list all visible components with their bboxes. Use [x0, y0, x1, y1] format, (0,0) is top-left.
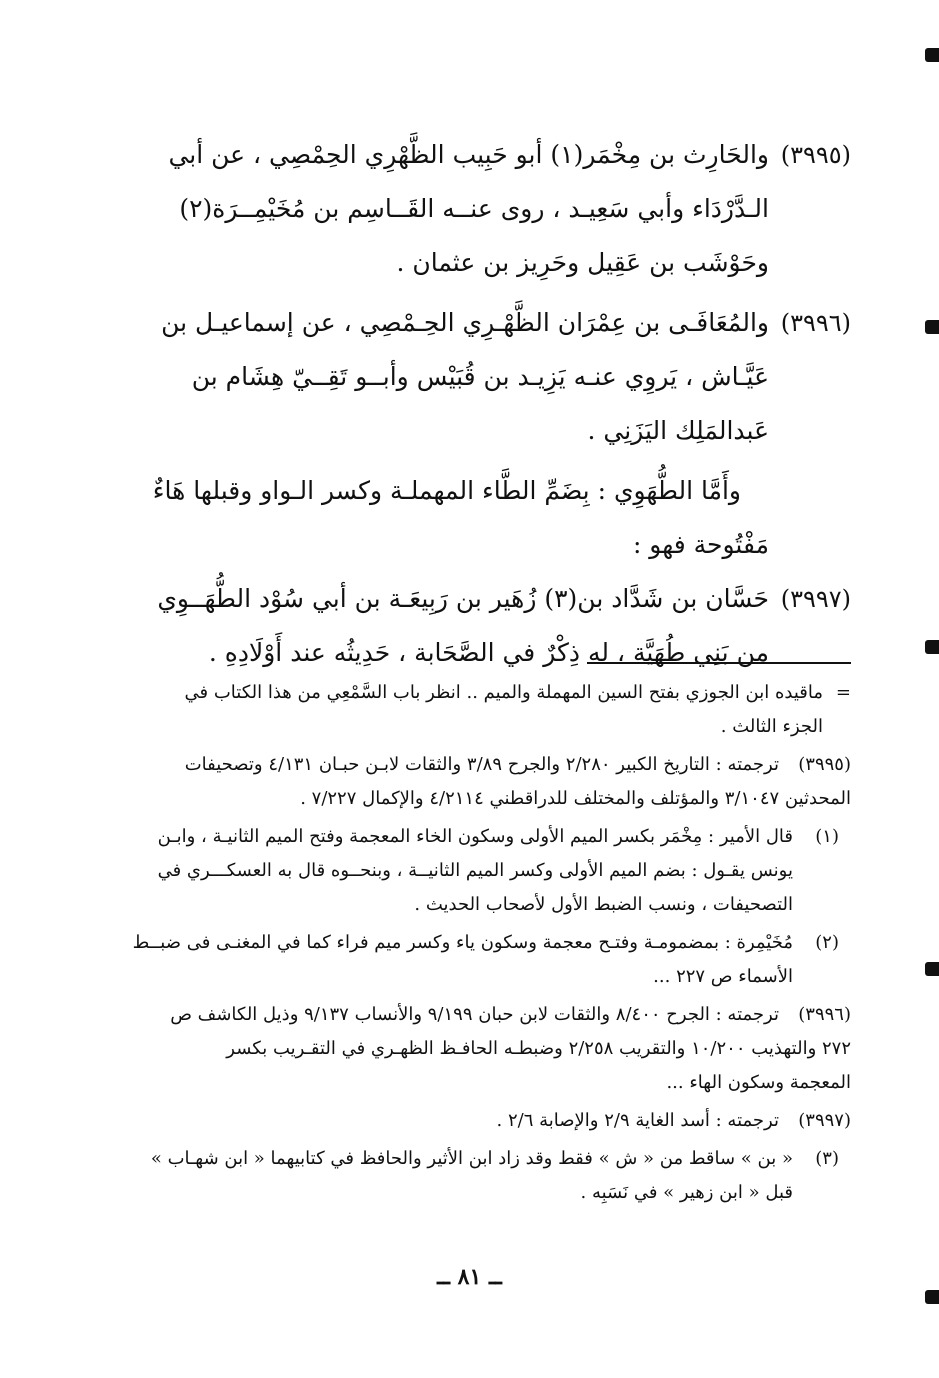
entry-line: عَبدالمَلِك اليَزَنِي . — [587, 416, 769, 445]
footnote-marker: (٣٩٩٦) — [798, 1004, 851, 1025]
footnote-marker: (٣٩٩٥) — [798, 754, 851, 775]
margin-mark-bottom — [925, 1290, 939, 1304]
entry-line: والمُعَافَـى بن عِمْرَان الظَّهْـرِي الحِـمْصِي ، عن إسماعيـل بن — [161, 308, 769, 337]
nisba-note — [152, 464, 851, 572]
footnote-line: ٢٧٢ والتهذيب ١٠/٢٠٠ والتقريب ٢/٢٥٨ وضبطـه الحافـظ الظهـري في التقـريب بكسر — [226, 1038, 851, 1059]
footnote-2 — [106, 926, 851, 994]
footnote-line: قال الأمير : مِخْمَر بكسر الميم الأولى وسكون الخاء المعجمة وفتح الميم الثانيـة ، وابـن — [157, 826, 793, 847]
footnote-marker: = — [835, 682, 851, 703]
note-line: مَفْتُوحة فهو : — [632, 530, 769, 559]
footnote-3996 — [106, 998, 851, 1100]
note-line: وأَمَّا الطُّهَوِي : بِضَمِّ الطَّاء المهملـة وكسر الـواو وقبلها هَاءٌ — [152, 476, 741, 505]
footnote-continuation — [106, 676, 851, 744]
entry-line: الـدَّرْدَاء وأبي سَعِيـد ، روى عنــه القَــاسِم بن مُخَيْمِــرَة(٢) — [179, 194, 769, 223]
footnote-line: قبل « ابن زهير » في نَسَبِه . — [580, 1182, 793, 1203]
footnote-3995 — [106, 748, 851, 816]
footnote-marker: (٢) — [815, 932, 839, 953]
entry-line: وحَوْشَب بن عَقِيل وحَرِيز بن عثمان . — [396, 248, 769, 277]
margin-mark-upper — [925, 320, 939, 334]
footnote-line: يونس يقـول : بضم الميم الأولى وكسر الميم الثانيــة ، وبنحــوه قال به العسكـــري في — [157, 860, 793, 881]
footnote-line: المعجمة وسكون الهاء ... — [666, 1072, 851, 1093]
footnote-marker: (١) — [815, 826, 839, 847]
margin-mark-top — [925, 48, 939, 62]
main-text — [152, 128, 851, 686]
footnote-line: ترجمته : الجرح ٨/٤٠٠ والثقات لابن حبان ٩/١٩٩ والأنساب ٩/١٣٧ وذيل الكاشف ص — [170, 1004, 779, 1025]
entry-line: عَيَّـاش ، يَروِي عنـه يَزِيـد بن قُبَيْس وأبــو تَقِــيّ هِشَام بن — [191, 362, 769, 391]
entry-3996 — [161, 296, 851, 458]
entry-line: والحَارِث بن مِخْمَر(١) أبو حَبِيب الظَّهْرِي الحِمْصِي ، عن أبي — [168, 140, 769, 169]
margin-mark-lower — [925, 962, 939, 976]
footnote-line: مُخَيْمِرة : بمضمومـة وفتـح معجمة وسكون ياء وكسر ميم فراء كما في المغنـى فى ضبــط — [132, 932, 793, 953]
footnote-line: ترجمته : أسد الغاية ٢/٩ والإصابة ٢/٦ . — [496, 1110, 779, 1131]
entry-number: (٣٩٩٥) — [780, 141, 851, 169]
footnote-3997 — [106, 1104, 851, 1138]
footnote-1 — [106, 820, 851, 922]
margin-mark-middle — [925, 640, 939, 654]
entry-3995 — [161, 128, 851, 290]
footnote-line: ترجمته : التاريخ الكبير ٢/٢٨٠ والجرح ٣/٨٩ والثقات لابـن حبـان ٤/١٣١ وتصحيفات — [184, 754, 779, 775]
footnote-separator — [587, 662, 851, 664]
footnote-line: المحدثين ٣/١٠٤٧ والمؤتلف والمختلف للدراقطني ٤/٢١١٤ والإكمال ٧/٢٢٧ . — [300, 788, 851, 809]
page-number: ــ ٨١ ــ — [437, 1264, 502, 1290]
footnote-3 — [106, 1142, 851, 1210]
entry-line: من بَنِي طُهَيَّة ، له ذِكْرٌ في الصَّحَابة ، حَدِيثُه عند أَوْلَادِهِ . — [208, 638, 769, 667]
footnote-line: « بن » ساقط من « ش » فقط وقد زاد ابن الأثير والحافظ في كتابيهما « ابن شهـاب » — [150, 1148, 793, 1169]
footnote-marker: (٣) — [815, 1148, 839, 1169]
footnote-line: الأسماء ص ٢٢٧ ... — [653, 966, 793, 987]
footnote-line: ماقيده ابن الجوزي بفتح السين المهملة والميم .. انظر باب السَّمْعِي من هذا الكتاب في — [184, 682, 823, 703]
entry-line: حَسَّان بن شَدَّاد بن(٣) زُهَير بن رَبِيعَـة بن أبي سُوْد الطُّهَــوِي — [157, 584, 769, 613]
footnote-line: التصحيفات ، ونسب الضبط الأول لأصحاب الحديث . — [414, 894, 793, 915]
entry-number: (٣٩٩٦) — [780, 309, 851, 337]
entry-number: (٣٩٩٧) — [780, 585, 851, 613]
footnote-marker: (٣٩٩٧) — [798, 1110, 851, 1131]
footnote-line: الجزء الثالث . — [720, 716, 823, 737]
footnotes — [106, 676, 851, 1214]
